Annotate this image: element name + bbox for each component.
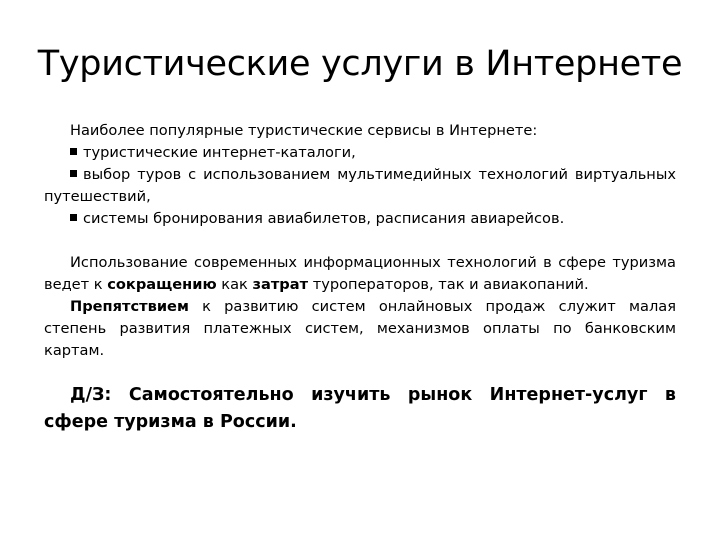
homework-task: Д/З: Самостоятельно изучить рынок Интернет-услуг в сфере туризма в России.	[44, 385, 676, 432]
slide-title: Туристические услуги в Интернете	[37, 44, 683, 84]
paragraph-text: туроператоров, так и авиакопаний.	[308, 276, 589, 293]
square-bullet-icon	[70, 148, 77, 155]
square-bullet-icon	[70, 214, 77, 221]
bullet-item	[44, 142, 676, 164]
emphasis-obstacle: Препятствием	[70, 298, 189, 315]
slide-body	[44, 120, 676, 436]
emphasis-costs: затрат	[252, 276, 309, 293]
paragraph-text: к развитию систем онлайновых продаж служит малая степень развития платежных систем, механизмов оплаты по банковским картам.	[44, 298, 676, 359]
paragraph-obstacle	[44, 296, 676, 362]
emphasis-reduction: сокращению	[107, 276, 217, 293]
paragraph-text: Использование современных информационных технологий в сфере туризма ведет к	[44, 254, 676, 293]
paragraph-text: как	[216, 276, 253, 293]
bullet-item	[44, 164, 676, 208]
bullet-text: туристические интернет-каталоги,	[83, 144, 356, 161]
square-bullet-icon	[70, 170, 77, 177]
bullet-text: системы бронирования авиабилетов, расписания авиарейсов.	[83, 210, 565, 227]
spacer	[44, 362, 676, 382]
bullet-item	[44, 208, 676, 230]
bullet-text: выбор туров с использованием мультимедийных технологий виртуальных путешествий,	[44, 166, 676, 205]
intro-text: Наиболее популярные туристические сервисы в Интернете:	[70, 122, 538, 139]
paragraph-technology	[44, 252, 676, 296]
spacer	[44, 230, 676, 252]
